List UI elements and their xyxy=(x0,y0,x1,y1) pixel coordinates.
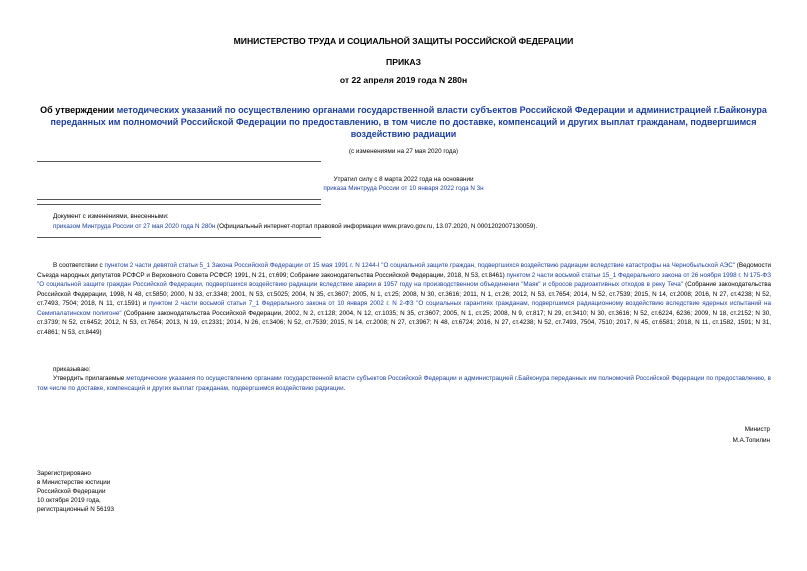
approve-paragraph xyxy=(37,374,771,393)
changes-label: Документ с изменениями, внесенными: xyxy=(53,213,169,220)
signature-position: Министр xyxy=(744,426,770,433)
document-date: от 22 апреля 2019 года N 280н xyxy=(339,75,468,85)
approve-text: Утвердить прилагаемые xyxy=(53,375,127,382)
title-prefix: Об утверждении xyxy=(40,105,117,115)
divider xyxy=(37,199,321,200)
basis-text: В соответствии с xyxy=(53,262,105,269)
document-type: ПРИКАЗ xyxy=(386,57,421,67)
divider xyxy=(37,204,321,205)
registration-line: Российской Федерации xyxy=(37,488,106,495)
registration-line: регистрационный N 56193 xyxy=(37,506,115,513)
basis-link-mayak-law[interactable]: пунктом 2 части восьмой статьи 15_1 Федерального закона от 26 ноября 1998 г. N 175-ФЗ "О социальной защите граждан Российской Федерации, подвергшихся воздействию радиации вследствие аварии в 1957 году на производственном объединении "Маяк" и сбросов радиоактивных отходов в реку Теча" xyxy=(37,271,771,288)
basis-paragraph xyxy=(37,261,771,337)
amendments-note: (с изменениями на 27 мая 2020 года) xyxy=(348,148,459,155)
basis-text: (Ведомости Съезда народных депутатов РСФСР и Верховного Совета РСФСР, 1991, N 21, ст.699; Собрание законодательства Российской Федерации, 2018, N 53, ст.8461) xyxy=(37,262,772,279)
ministry-heading: МИНИСТЕРСТВО ТРУДА И СОЦИАЛЬНОЙ ЗАЩИТЫ РОССИЙСКОЙ ФЕДЕРАЦИИ xyxy=(233,36,574,46)
changes-source: (Официальный интернет-портал правовой информации www.pravo.gov.ru, 13.07.2020, N 0001202007130059). xyxy=(215,223,538,230)
divider xyxy=(37,161,321,162)
document-title xyxy=(36,104,771,140)
registration-line: 10 октября 2019 года, xyxy=(37,497,101,504)
registration-line: Зарегистрировано xyxy=(37,470,91,477)
order-word: приказываю: xyxy=(53,366,91,373)
changes-link[interactable]: приказом Минтруда России от 27 мая 2020 года N 280н xyxy=(53,223,216,230)
approve-text: . xyxy=(343,384,346,392)
registration-block xyxy=(37,469,114,514)
basis-link-semipalatinsk-law[interactable]: пунктом 2 части восьмой статьи 7_1 Федерального закона от 10 января 2002 г. N 2-ФЗ "О социальных гарантиях гражданам, подвергшимся радиационному воздействию вследствие ядерных испытаний на Семипалатинском полигоне" xyxy=(37,300,771,317)
basis-text: (Собрание законодательства Российской Федерации, 2002, N 2, ст.128; 2004, N 12, ст.1035; N 35, ст.3607; 2005, N 1, ст.25; 2008, N 9, ст.817; N 29, ст.3410; N 30, ст.3616; N 52, ст.6224, 6236; 2009, N 18, ст.2152; N 30, ст.3739; N 52, ст.6452; 2012, N 53, ст.7654; 2013, N 19, ст.2331; 2014, N 26, ст.3406; N 52, ст.7539; 2015, N 14, ст.2008; N 27, ст.3967; N 48, ст.6724; 2016, N 27, ст.4238; N 52, ст.7493, 7504, 7510; 2017, N 45, ст.6581; 2018, N 11, ст.1582, 1591; N 31, ст.4861; N 53, ст.8449) xyxy=(37,309,771,336)
changes-reference xyxy=(53,222,773,231)
lost-force-text: Утратил силу с 8 марта 2022 года на основании xyxy=(333,176,474,183)
signature-name: М.А.Топилин xyxy=(732,437,770,444)
divider xyxy=(37,237,321,238)
lost-force-link[interactable]: приказа Минтруда России от 10 января 2022 года N 3н xyxy=(323,185,484,192)
title-link[interactable]: методических указаний по осуществлению органами государственной власти субъектов Российской Федерации и администрацией г.Байконура переданных им полномочий Российской Федерации по предоставлению, в том числе по доставке, компенсаций и других выплат гражданам, подвергшимся воздействию радиации xyxy=(50,105,767,139)
approve-link-guidelines[interactable]: методические указания по осуществлению органами государственной власти субъектов Российской Федерации и администрацией г.Байконура переданных им полномочий Российской Федерации по предоставлению, в том числе по доставке, компенсаций и других выплат гражданам, подвергшимся воздействию радиации xyxy=(37,375,771,392)
basis-link-chernobyl-law[interactable]: пунктом 2 части девятой статьи 5_1 Закона Российской Федерации от 15 мая 1991 г. N 1244-I "О социальной защите граждан, подвергшихся воздействию радиации вследствие катастрофы на Чернобыльской АЭС" xyxy=(104,262,735,269)
registration-line: в Министерстве юстиции xyxy=(37,479,111,486)
basis-text: (Собрание законодательства Российской Федерации, 1998, N 48, ст.5850; 2000, N 33, ст.3348; 2001, N 53, ст.5025; 2004, N 35, ст.3607; 2005, N 1, ст.25; 2008, N 30, ст.3616; 2011, N 1, ст.26; 2012, N 53, ст.7654; 2014, N 52, ст.7539; 2015, N 14, ст.2008; 2016, N 27, ст.4238; N 52, ст.7493, 7504; 2018, N 11, ст.1591) и xyxy=(37,281,772,307)
